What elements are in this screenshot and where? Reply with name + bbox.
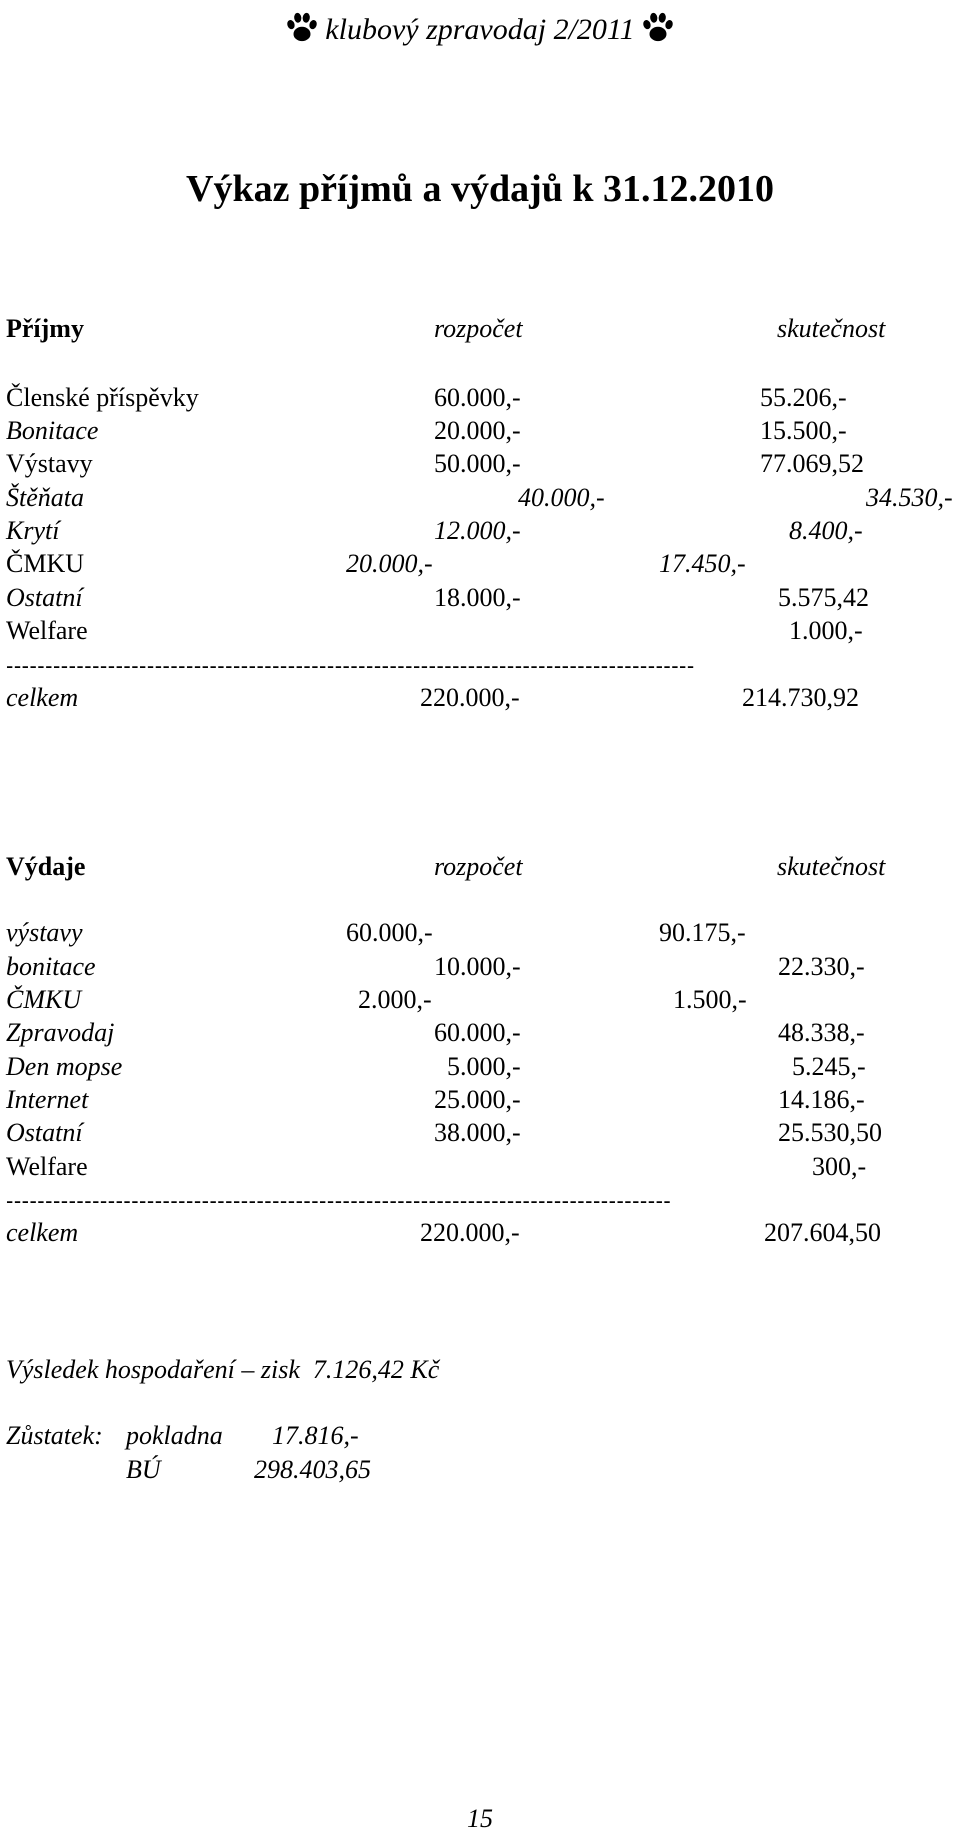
income-row-actual: 77.069,52 xyxy=(760,449,864,478)
expense-row-budget: 10.000,- xyxy=(434,952,521,981)
expense-row-actual: 5.245,- xyxy=(792,1052,866,1081)
result-profit: Výsledek hospodaření – zisk 7.126,42 Kč xyxy=(6,1355,440,1384)
income-separator: ---------------------------------------------------------------------------------------- xyxy=(6,653,695,678)
income-row-budget: 60.000,- xyxy=(434,383,521,412)
page-title: Výkaz příjmů a výdajů k 31.12.2010 xyxy=(186,168,774,210)
income-row-label: Ostatní xyxy=(6,583,83,612)
expense-row-label: Zpravodaj xyxy=(6,1018,115,1047)
expense-row-label: bonitace xyxy=(6,952,96,981)
expenses-total-budget: 220.000,- xyxy=(420,1218,520,1247)
income-col-budget: rozpočet xyxy=(434,314,523,343)
expense-row-budget: 38.000,- xyxy=(434,1118,521,1147)
expense-row-label: Internet xyxy=(6,1085,89,1114)
expenses-separator: ------------------------------------------------------------------------------------- xyxy=(6,1188,672,1213)
income-row-label: Welfare xyxy=(6,616,88,645)
income-total-budget: 220.000,- xyxy=(420,683,520,712)
expense-row-actual: 90.175,- xyxy=(659,918,746,947)
expense-row-actual: 48.338,- xyxy=(778,1018,865,1047)
income-row-label: Bonitace xyxy=(6,416,99,445)
balance-cash-value: 17.816,- xyxy=(272,1421,359,1450)
income-col-actual: skutečnost xyxy=(777,314,886,343)
income-row-budget: 50.000,- xyxy=(434,449,521,478)
income-row-budget: 20.000,- xyxy=(434,416,521,445)
income-row-actual: 8.400,- xyxy=(789,516,863,545)
expense-row-label: Welfare xyxy=(6,1152,88,1181)
expense-row-actual: 14.186,- xyxy=(778,1085,865,1114)
income-heading: Příjmy xyxy=(6,314,84,343)
expenses-col-actual: skutečnost xyxy=(777,852,886,881)
income-row-label: Výstavy xyxy=(6,449,93,478)
income-row-label: Štěňata xyxy=(6,483,84,512)
expenses-col-budget: rozpočet xyxy=(434,852,523,881)
balance-bank-value: 298.403,65 xyxy=(254,1455,371,1484)
income-row-actual: 5.575,42 xyxy=(778,583,869,612)
income-total-label: celkem xyxy=(6,683,79,712)
expense-row-actual: 300,- xyxy=(812,1152,867,1181)
expense-row-budget: 25.000,- xyxy=(434,1085,521,1114)
expense-row-budget: 60.000,- xyxy=(434,1018,521,1047)
income-row-actual: 1.000,- xyxy=(789,616,863,645)
income-row-actual: 55.206,- xyxy=(760,383,847,412)
expense-row-label: Den mopse xyxy=(6,1052,123,1081)
expense-row-actual: 1.500,- xyxy=(673,985,747,1014)
expense-row-budget: 5.000,- xyxy=(447,1052,521,1081)
income-row-budget: 12.000,- xyxy=(434,516,521,545)
expense-row-label: Ostatní xyxy=(6,1118,83,1147)
expenses-total-actual: 207.604,50 xyxy=(764,1218,881,1247)
header-text: klubový zpravodaj 2/2011 xyxy=(325,13,635,46)
expense-row-budget: 2.000,- xyxy=(358,985,432,1014)
balance-cash-label: pokladna xyxy=(126,1421,223,1450)
income-row-actual: 34.530,- xyxy=(866,483,953,512)
income-row-label: ČMKU xyxy=(6,549,85,578)
paw-icon xyxy=(285,11,319,45)
expense-row-actual: 22.330,- xyxy=(778,952,865,981)
income-row-budget: 18.000,- xyxy=(434,583,521,612)
newsletter-header xyxy=(0,10,960,50)
expense-row-actual: 25.530,50 xyxy=(778,1118,882,1147)
income-row-label: Krytí xyxy=(6,516,60,545)
paw-icon xyxy=(641,11,675,45)
income-row-budget: 20.000,- xyxy=(346,549,433,578)
balance-bank-label: BÚ xyxy=(126,1455,161,1484)
expenses-heading: Výdaje xyxy=(6,852,86,881)
income-row-budget: 40.000,- xyxy=(518,483,605,512)
balance-label: Zůstatek: xyxy=(6,1421,103,1450)
expense-row-budget: 60.000,- xyxy=(346,918,433,947)
expense-row-label: ČMKU xyxy=(6,985,82,1014)
income-row-actual: 15.500,- xyxy=(760,416,847,445)
income-row-label: Členské příspěvky xyxy=(6,383,199,412)
page-number: 15 xyxy=(467,1804,493,1833)
expenses-total-label: celkem xyxy=(6,1218,79,1247)
income-row-actual: 17.450,- xyxy=(659,549,746,578)
income-total-actual: 214.730,92 xyxy=(742,683,859,712)
expense-row-label: výstavy xyxy=(6,918,83,947)
